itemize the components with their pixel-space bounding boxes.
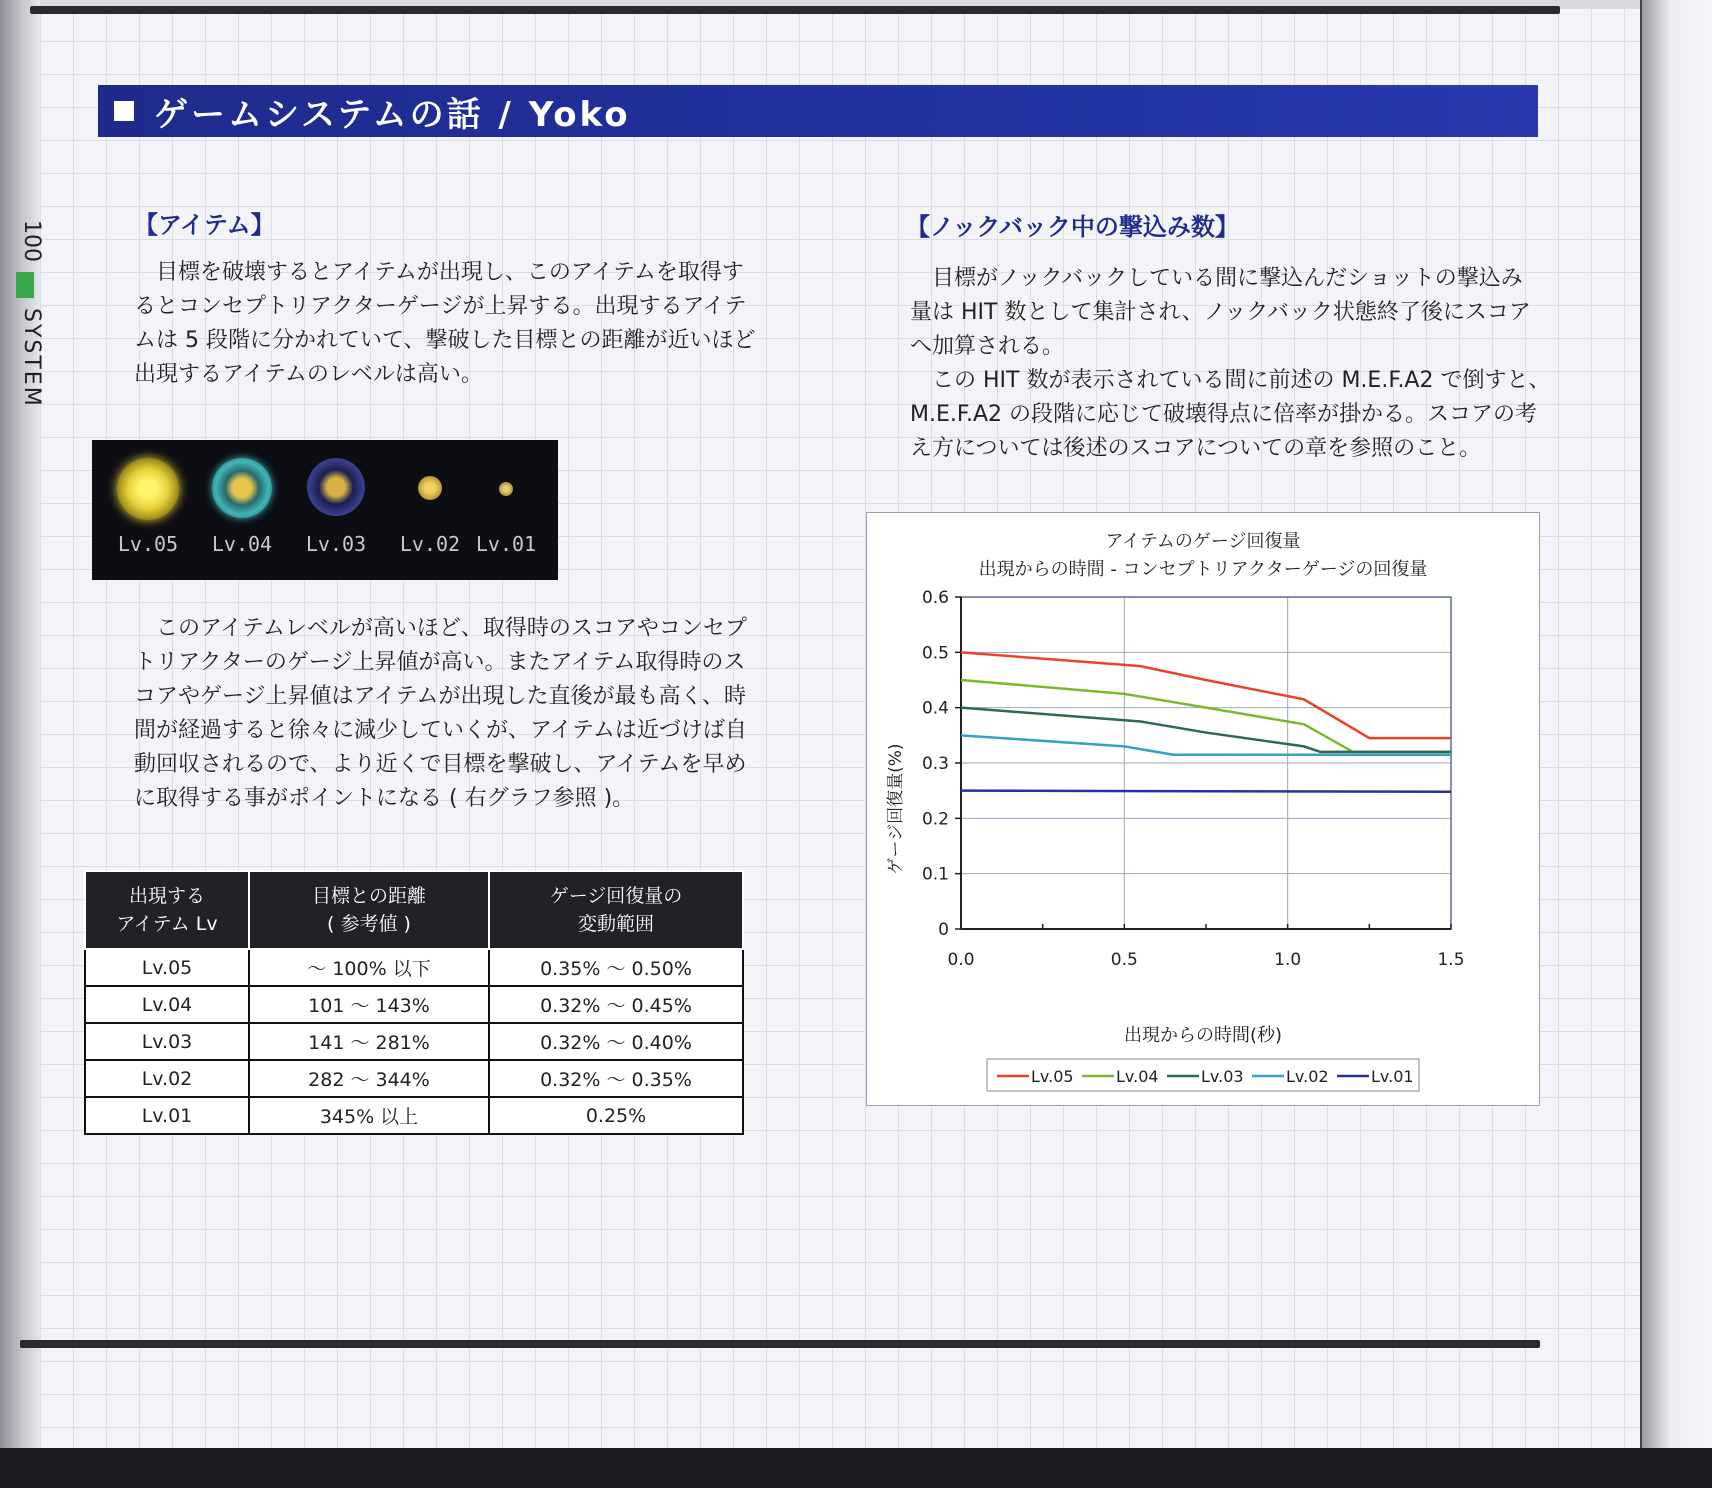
legend-label: Lv.02 [1286,1067,1329,1086]
x-tick-label: 0.0 [947,950,975,970]
table-cell: Lv.02 [85,1060,249,1097]
table-cell: 345% 以上 [249,1097,489,1134]
text-line: え方については後述のスコアについての章を参照のこと。 [910,436,1482,461]
y-tick-label: 0.2 [921,809,949,830]
item-level-label: Lv.02 [399,532,461,556]
y-axis-label: ゲージ回復量(%) [886,743,906,875]
table-header: 目標との距離 ( 参考値 ) [249,871,489,949]
item-level-label: Lv.04 [211,532,273,556]
top-frame-line [30,6,1560,14]
series-line-lv05 [961,652,1451,738]
star-orb-icon [499,482,513,496]
table-row [85,1023,743,1060]
table-row [85,1060,743,1097]
item-level-label: Lv.03 [305,532,367,556]
section-title: ゲームシステムの話 / Yoko [154,94,631,135]
star-orb-icon [212,458,272,518]
x-tick-label: 1.0 [1274,950,1302,970]
text-line: ムは 5 段階に分かれていて、撃破した目標との距離が近いほど [134,328,756,353]
y-tick-label: 0.3 [921,754,949,774]
table-cell: 0.32% ～ 0.45% [489,986,743,1023]
x-tick-label: 0.5 [1110,950,1138,970]
text-line: 目標がノックバックしている間に撃込んだショットの撃込み [932,266,1523,291]
text-line: M.E.F.A2 の段階に応じて破壊得点に倍率が掛かる。スコアの考 [910,402,1538,427]
knockback-heading: 【ノックバック中の撃込み数】 [906,213,1239,241]
book-bottom-edge [0,1448,1712,1488]
section-tab-label: SYSTEM [19,308,44,408]
item-levels-image [92,440,558,580]
green-tab-marker [16,272,34,298]
item-lv03 [290,458,382,568]
page-number: 100 [19,220,44,262]
gauge-recovery-chart [866,512,1540,1106]
chart-subtitle: 出現からの時間 - コンセプトリアクターゲージの回復量 [978,559,1428,580]
table-row [85,949,743,986]
text-line: 動回収されるので、より近くで目標を撃破し、アイテムを早め [134,752,747,777]
text-line: 出現するアイテムのレベルは高い。 [134,362,483,387]
star-orb-icon [418,476,442,500]
series-line-lv01 [961,791,1451,792]
x-axis-label: 出現からの時間(秒) [1123,1025,1283,1046]
item-level-label: Lv.01 [475,532,537,556]
legend-label: Lv.05 [1031,1067,1074,1086]
chart-title: アイテムのゲージ回復量 [1105,531,1301,552]
y-tick-label: 0.6 [921,588,949,608]
table-cell: ～ 100% 以下 [249,949,489,986]
y-tick-label: 0.5 [921,643,949,664]
series-line-lv03 [961,708,1451,752]
chart-svg [867,513,1539,1105]
item-lv04 [196,458,288,568]
table-cell: 0.35% ～ 0.50% [489,949,743,986]
table-header: ゲージ回復量の 変動範囲 [489,871,743,949]
square-icon [114,101,134,121]
legend-label: Lv.01 [1371,1067,1414,1086]
knockback-text [910,262,1550,466]
items-heading: 【アイテム】 [134,211,275,239]
table-row [85,1097,743,1134]
table-row [85,986,743,1023]
legend-label: Lv.04 [1116,1067,1159,1086]
y-tick-label: 0 [938,920,949,940]
items-intro [134,256,756,392]
table-header: 出現する アイテム Lv [85,871,249,949]
item-level-label: Lv.05 [117,532,179,556]
item-lv01 [460,458,552,568]
item-lv05 [102,458,194,568]
table-cell: 101 ～ 143% [249,986,489,1023]
table-cell: Lv.05 [85,949,249,986]
text-line: コアやゲージ上昇値はアイテムが出現した直後が最も高く、時 [134,684,747,709]
table-cell: 0.25% [489,1097,743,1134]
section-title-bar [98,85,1538,137]
table-cell: Lv.01 [85,1097,249,1134]
text-line: るとコンセプトリアクターゲージが上昇する。出現するアイテ [134,294,747,319]
x-tick-label: 1.5 [1437,950,1465,970]
table-cell: Lv.03 [85,1023,249,1060]
y-tick-label: 0.4 [921,698,949,719]
legend-label: Lv.03 [1201,1067,1244,1086]
table-cell: 141 ～ 281% [249,1023,489,1060]
text-line: 間が経過すると徐々に減少していくが、アイテムは近づけば自 [134,718,747,743]
table-cell: Lv.04 [85,986,249,1023]
text-line: に取得する事がポイントになる ( 右グラフ参照 )。 [134,786,635,811]
text-line: 量は HIT 数として集計され、ノックバック状態終了後にスコア [910,300,1531,325]
text-line: トリアクターのゲージ上昇値が高い。またアイテム取得時のス [134,650,746,675]
table-cell: 0.32% ～ 0.35% [489,1060,743,1097]
items-body [134,612,747,816]
y-tick-label: 0.1 [921,864,949,885]
star-orb-icon [307,458,365,516]
page-side-label [8,220,44,440]
text-line: この HIT 数が表示されている間に前述の M.E.F.A2 で倒すと、 [932,368,1551,393]
text-line: 目標を破壊するとアイテムが出現し、このアイテムを取得す [156,260,744,285]
table-cell: 282 ～ 344% [249,1060,489,1097]
bottom-frame-line [20,1340,1540,1348]
next-page-edge [1640,0,1712,1488]
item-level-table [84,870,744,1135]
text-line: へ加算される。 [910,334,1065,359]
table-cell: 0.32% ～ 0.40% [489,1023,743,1060]
text-line: このアイテムレベルが高いほど、取得時のスコアやコンセプ [156,616,747,641]
star-orb-icon [117,458,179,520]
